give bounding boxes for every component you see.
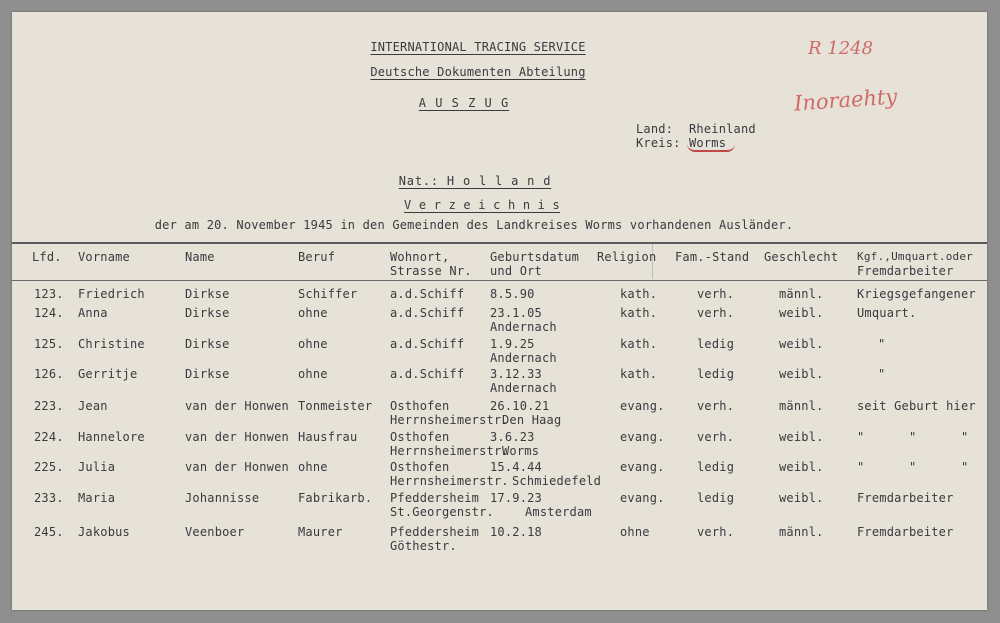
col-geschlecht: Geschlecht: [764, 250, 839, 264]
department-title: Deutsche Dokumenten Abteilung: [370, 65, 586, 79]
row-name: van der Honwen: [185, 399, 289, 413]
row-geschlecht: weibl.: [779, 491, 824, 505]
header-bottom-rule: [12, 280, 987, 281]
row-geburtsdatum: 10.2.18: [490, 525, 542, 539]
row-lfd: 223.: [34, 399, 64, 413]
row-geburtsdatum: 3.6.23: [490, 430, 535, 444]
row-wohnort: Herrnsheimerstr.: [390, 474, 509, 488]
col-lfd: Lfd.: [32, 250, 62, 264]
row-geschlecht: männl.: [779, 287, 824, 301]
row-status: ": [878, 337, 886, 351]
row-religion: ohne: [620, 525, 650, 539]
row-famstand: verh.: [697, 306, 735, 320]
row-geschlecht: weibl.: [779, 367, 824, 381]
row-geburtsdatum: 17.9.23: [490, 491, 542, 505]
kreis-label: Kreis:: [636, 136, 681, 150]
col-wohnort-2: Strasse Nr.: [390, 264, 472, 278]
row-geschlecht: männl.: [779, 399, 824, 413]
row-geburtsdatum: 1.9.25: [490, 337, 535, 351]
row-wohnort: Osthofen: [390, 399, 450, 413]
row-status: Umquart.: [857, 306, 917, 320]
handwritten-note: Inoraehty: [793, 84, 898, 116]
row-lfd: 233.: [34, 491, 64, 505]
row-wohnort: a.d.Schiff: [390, 306, 465, 320]
kreis-value: Worms: [689, 136, 727, 150]
row-status: " " ": [857, 430, 969, 444]
col-religion: Religion: [597, 250, 657, 264]
handwritten-reference: R 1248: [808, 38, 874, 59]
row-vorname: Gerritje: [78, 367, 138, 381]
row-beruf: ohne: [298, 367, 328, 381]
row-wohnort: a.d.Schiff: [390, 287, 465, 301]
col-name: Name: [185, 250, 215, 264]
row-geschlecht: weibl.: [779, 306, 824, 320]
kreis-underline: [687, 144, 735, 152]
row-vorname: Friedrich: [78, 287, 145, 301]
row-geburtsdatum: 15.4.44: [490, 460, 542, 474]
row-geschlecht: weibl.: [779, 337, 824, 351]
col-kgf-2: Fremdarbeiter: [857, 264, 954, 278]
row-status: Fremdarbeiter: [857, 525, 954, 539]
row-wohnort: Herrnsheimerstr.: [390, 413, 509, 427]
row-status: " " ": [857, 460, 969, 474]
row-lfd: 245.: [34, 525, 64, 539]
row-wohnort: St.Georgenstr.: [390, 505, 494, 519]
row-status: ": [878, 367, 886, 381]
row-religion: evang.: [620, 491, 665, 505]
row-lfd: 225.: [34, 460, 64, 474]
row-geburtsdatum: 26.10.21: [490, 399, 550, 413]
col-kgf-1: Kgf.,Umquart.oder: [857, 250, 973, 263]
land-value: Rheinland: [689, 122, 756, 136]
row-famstand: ledig: [697, 367, 735, 381]
row-lfd: 224.: [34, 430, 64, 444]
row-vorname: Jean: [78, 399, 108, 413]
row-geburtsort: Andernach: [490, 351, 557, 365]
row-lfd: 125.: [34, 337, 64, 351]
row-lfd: 123.: [34, 287, 64, 301]
row-geschlecht: männl.: [779, 525, 824, 539]
row-geburtsdatum: 23.1.05: [490, 306, 542, 320]
row-beruf: ohne: [298, 337, 328, 351]
row-name: Johannisse: [185, 491, 260, 505]
row-name: Veenboer: [185, 525, 245, 539]
row-wohnort: Osthofen: [390, 460, 450, 474]
row-beruf: Fabrikarb.: [298, 491, 373, 505]
col-famstand: Fam.-Stand: [675, 250, 750, 264]
header-top-rule: [12, 242, 987, 244]
row-geburtsort: Den Haag: [502, 413, 562, 427]
row-beruf: ohne: [298, 306, 328, 320]
row-beruf: Tonmeister: [298, 399, 373, 413]
row-name: Dirkse: [185, 337, 230, 351]
col-beruf: Beruf: [298, 250, 336, 264]
row-vorname: Jakobus: [78, 525, 130, 539]
row-vorname: Julia: [78, 460, 116, 474]
col-geburt-2: und Ort: [490, 264, 542, 278]
row-geburtsdatum: 3.12.33: [490, 367, 542, 381]
row-religion: kath.: [620, 367, 658, 381]
row-lfd: 126.: [34, 367, 64, 381]
row-status: Kriegsgefangener: [857, 287, 976, 301]
row-wohnort: Göthestr.: [390, 539, 457, 553]
list-title: V e r z e i c h n i s: [404, 198, 560, 212]
row-religion: evang.: [620, 430, 665, 444]
document-type: A U S Z U G: [418, 96, 510, 110]
row-religion: kath.: [620, 287, 658, 301]
row-vorname: Hannelore: [78, 430, 145, 444]
row-wohnort: a.d.Schiff: [390, 367, 465, 381]
row-famstand: ledig: [697, 491, 735, 505]
row-geburtsort: Andernach: [490, 381, 557, 395]
row-name: Dirkse: [185, 367, 230, 381]
org-title: INTERNATIONAL TRACING SERVICE: [370, 40, 586, 54]
row-geburtsort: Amsterdam: [525, 505, 592, 519]
row-name: van der Honwen: [185, 430, 289, 444]
row-famstand: verh.: [697, 399, 735, 413]
row-vorname: Maria: [78, 491, 116, 505]
row-name: Dirkse: [185, 287, 230, 301]
nationality: Nat.: H o l l a n d: [398, 174, 552, 188]
row-vorname: Anna: [78, 306, 108, 320]
row-beruf: Hausfrau: [298, 430, 358, 444]
row-religion: evang.: [620, 399, 665, 413]
col-wohnort-1: Wohnort,: [390, 250, 450, 264]
col-vorname: Vorname: [78, 250, 130, 264]
row-famstand: verh.: [697, 525, 735, 539]
row-name: van der Honwen: [185, 460, 289, 474]
row-religion: kath.: [620, 337, 658, 351]
row-geschlecht: weibl.: [779, 460, 824, 474]
row-famstand: ledig: [697, 337, 735, 351]
row-vorname: Christine: [78, 337, 145, 351]
row-famstand: ledig: [697, 460, 735, 474]
row-beruf: ohne: [298, 460, 328, 474]
row-geburtsdatum: 8.5.90: [490, 287, 535, 301]
land-label: Land:: [636, 122, 674, 136]
row-geschlecht: weibl.: [779, 430, 824, 444]
row-beruf: Schiffer: [298, 287, 358, 301]
row-wohnort: Pfeddersheim: [390, 525, 480, 539]
document-page: [12, 12, 987, 610]
row-famstand: verh.: [697, 287, 735, 301]
row-geburtsort: Andernach: [490, 320, 557, 334]
col-geburt-1: Geburtsdatum: [490, 250, 580, 264]
row-religion: evang.: [620, 460, 665, 474]
row-famstand: verh.: [697, 430, 735, 444]
row-status: Fremdarbeiter: [857, 491, 954, 505]
row-wohnort: Osthofen: [390, 430, 450, 444]
row-wohnort: a.d.Schiff: [390, 337, 465, 351]
row-geburtsort: Schmiedefeld: [512, 474, 602, 488]
row-lfd: 124.: [34, 306, 64, 320]
row-beruf: Maurer: [298, 525, 343, 539]
row-religion: kath.: [620, 306, 658, 320]
row-name: Dirkse: [185, 306, 230, 320]
row-wohnort: Pfeddersheim: [390, 491, 480, 505]
row-geburtsort: Worms: [502, 444, 540, 458]
list-subtitle: der am 20. November 1945 in den Gemeinden des Landkreises Worms vorhandenen Ausländer.: [154, 218, 794, 232]
row-wohnort: Herrnsheimerstr.: [390, 444, 509, 458]
row-status: seit Geburt hier: [857, 399, 976, 413]
